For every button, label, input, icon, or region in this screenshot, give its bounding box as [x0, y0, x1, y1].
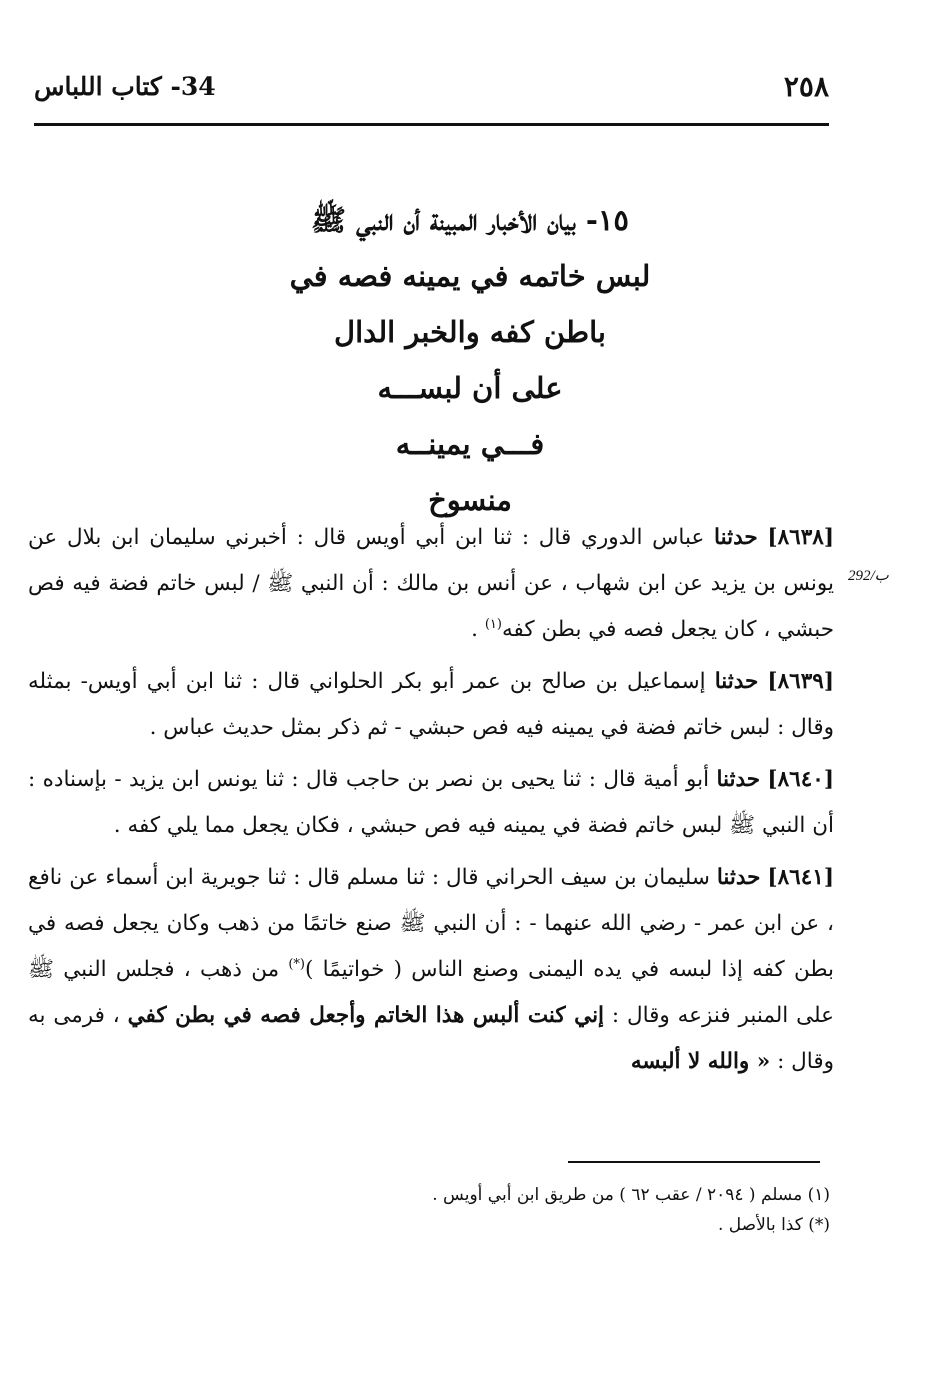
heading-line: ١٥- بيان الأخبار المبينة أن النبي ﷺ: [310, 203, 630, 237]
hadith-number: [٨٦٤٠]: [767, 767, 834, 792]
hadith-8638: [28, 515, 834, 653]
hadith-text-3: ، فرمى به وقال :: [28, 1003, 834, 1074]
hadith-text: أبو أمية قال : ثنا يحيى بن نصر بن حاجب قال : ثنا يونس ابن يزيد - بإسناده : أن النبي ﷺ لبس خاتم فضة في يمينه فيه فص حبشي ، فكان يجعل مما يلي كفه .: [28, 767, 834, 838]
hadith-text-end: .: [471, 617, 485, 642]
footnote-ref: (١): [484, 616, 502, 632]
footnote: (١) مسلم ( ٢٠٩٤ / عقب ٦٢ ) من طريق ابن أبي أويس .: [432, 1185, 830, 1205]
hadith-bold-quote: « والله لا ألبسه: [630, 1049, 771, 1074]
hadith-label: حدثنا: [714, 525, 758, 550]
footnote: (*) كذا بالأصل .: [717, 1215, 830, 1235]
hadith-8641: [28, 855, 834, 1085]
header-rule: [34, 123, 829, 126]
body-text: [28, 515, 834, 1091]
hadith-8639: [28, 659, 834, 751]
heading-line: باطن كفه والخبر الدال: [334, 315, 606, 349]
hadith-number: [٨٦٤١]: [767, 865, 834, 890]
hadith-bold-quote: إني كنت ألبس هذا الخاتم وأجعل فصه في بطن كفي: [127, 1003, 605, 1028]
chapter-title: 34- كتاب اللباس: [34, 72, 216, 101]
hadith-text: عباس الدوري قال : ثنا ابن أبي أويس قال : أخبرني سليمان ابن بلال عن يونس بن يزيد عن ابن شهاب ، عن أنس بن مالك : أن النبي ﷺ / لبس خاتم فضة فيه فص حبشي ، كان يجعل فصه في بطن كفه: [28, 525, 834, 642]
page-number: ٢٥٨: [783, 70, 829, 103]
heading-line: منسوخ: [428, 483, 512, 517]
hadith-text: سليمان بن سيف الحراني قال : ثنا مسلم قال : ثنا جويرية ابن أسماء عن نافع ، عن ابن عمر - رضي الله عنهما - : أن النبي ﷺ صنع خاتمًا من ذهب وكان يجعل فصه في بطن كفه إذا لبسه في يده اليمنى وصنع الناس ( خواتيمًا ): [28, 865, 834, 982]
hadith-text: إسماعيل بن صالح بن عمر أبو بكر الحلواني قال : ثنا ابن أبي أويس- بمثله وقال : لبس خاتم فضة في يمينه فيه فص حبشي - ثم ذكر بمثل حديث عباس .: [28, 669, 834, 740]
heading-line: لبس خاتمه في يمينه فصه في: [289, 259, 651, 293]
hadith-label: حدثنا: [716, 767, 761, 792]
section-heading: [160, 192, 780, 528]
heading-line: على أن لبســـه: [377, 371, 563, 405]
footnote-rule: [568, 1161, 820, 1163]
hadith-label: حدثنا: [716, 865, 761, 890]
footnotes: [200, 1180, 830, 1240]
hadith-8640: [28, 757, 834, 849]
hadith-number: [٨٦٣٩]: [767, 669, 834, 694]
hadith-label: حدثنا: [714, 669, 759, 694]
heading-line: فـــي يمينــه: [395, 427, 545, 461]
page-header: [34, 66, 829, 116]
footnote-ref: (*): [288, 956, 305, 972]
margin-note: 292/ب: [848, 568, 889, 584]
hadith-text-2: من ذهب ، فجلس النبي ﷺ على المنبر فنزعه وقال :: [28, 957, 834, 1028]
hadith-number: [٨٦٣٨]: [767, 525, 834, 550]
